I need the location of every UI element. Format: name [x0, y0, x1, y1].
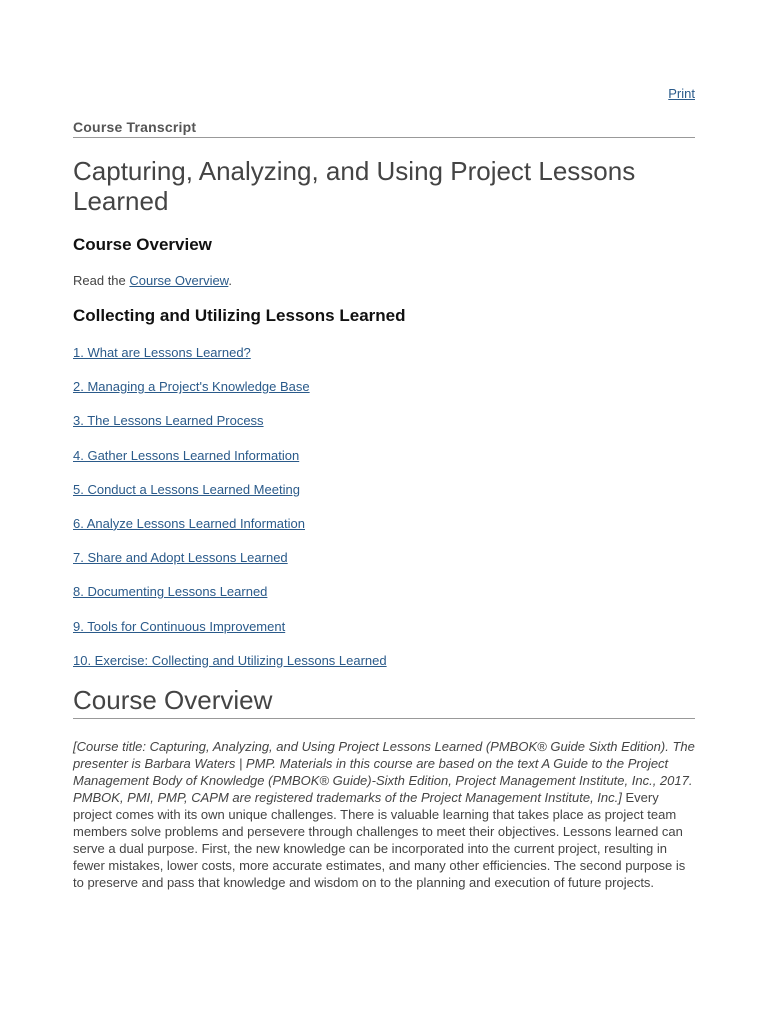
list-item — [73, 448, 387, 482]
read-suffix: . — [228, 273, 232, 288]
lesson-link-1[interactable]: 1. What are Lessons Learned? — [73, 345, 251, 360]
page-title: Capturing, Analyzing, and Using Project Lessons Learned — [73, 156, 636, 216]
overview-italic-note: [Course title: Capturing, Analyzing, and Using Project Lessons Learned (PMBOK® Guide Sixth Edition). The presenter is Barbara Waters | PMP. Materials in this course are based on the text A Guide to the Project Management Body of Knowledge (PMBOK® Guide)-Sixth Edition, Project Management Institute, Inc., 2017. PMBOK, PMI, PMP, CAPM are registered trademarks of the Project Management Institute, Inc.] — [73, 739, 695, 805]
overview-body: Every project comes with its own unique challenges. There is valuable learning that takes place as project team members solve problems and persevere through challenges to meet their objectives. Lessons learned can serve a dual purpose. First, the new knowledge can be incorporated into the current project, resulting in fewer mistakes, lower costs, more accurate estimates, and many other efficiencies. The second purpose is to preserve and pass that knowledge and wisdom on to the planning and execution of future projects. — [73, 790, 686, 890]
overview-paragraph — [73, 738, 697, 891]
list-item — [73, 379, 387, 413]
section-heading: Collecting and Utilizing Lessons Learned — [73, 306, 406, 325]
list-item — [73, 345, 387, 379]
course-overview-link[interactable]: Course Overview — [129, 273, 229, 288]
list-item — [73, 619, 387, 653]
overview-section-heading: Course Overview — [73, 684, 695, 719]
list-item — [73, 550, 387, 584]
list-item — [73, 584, 387, 618]
lesson-link-10[interactable]: 10. Exercise: Collecting and Utilizing Lessons Learned — [73, 652, 387, 668]
list-item — [73, 516, 387, 550]
list-item — [73, 482, 387, 516]
list-item — [73, 413, 387, 447]
lesson-link-5[interactable]: 5. Conduct a Lessons Learned Meeting — [73, 481, 300, 497]
lesson-link-6[interactable]: 6. Analyze Lessons Learned Information — [73, 515, 305, 531]
read-prefix: Read the — [73, 273, 130, 288]
print-link[interactable]: Print — [668, 86, 695, 101]
read-overview-line — [73, 273, 232, 288]
lesson-link-9[interactable]: 9. Tools for Continuous Improvement — [73, 618, 286, 634]
lesson-list — [73, 345, 387, 687]
print-row — [668, 85, 695, 103]
lesson-link-7[interactable]: 7. Share and Adopt Lessons Learned — [73, 550, 288, 566]
course-overview-heading: Course Overview — [73, 235, 212, 254]
lesson-link-4[interactable]: 4. Gather Lessons Learned Information — [73, 447, 300, 463]
lesson-link-3[interactable]: 3. The Lessons Learned Process — [73, 413, 264, 429]
course-transcript-label: Course Transcript — [73, 119, 695, 138]
lesson-link-2[interactable]: 2. Managing a Project's Knowledge Base — [73, 379, 310, 395]
lesson-link-8[interactable]: 8. Documenting Lessons Learned — [73, 584, 268, 600]
list-item — [73, 653, 387, 687]
